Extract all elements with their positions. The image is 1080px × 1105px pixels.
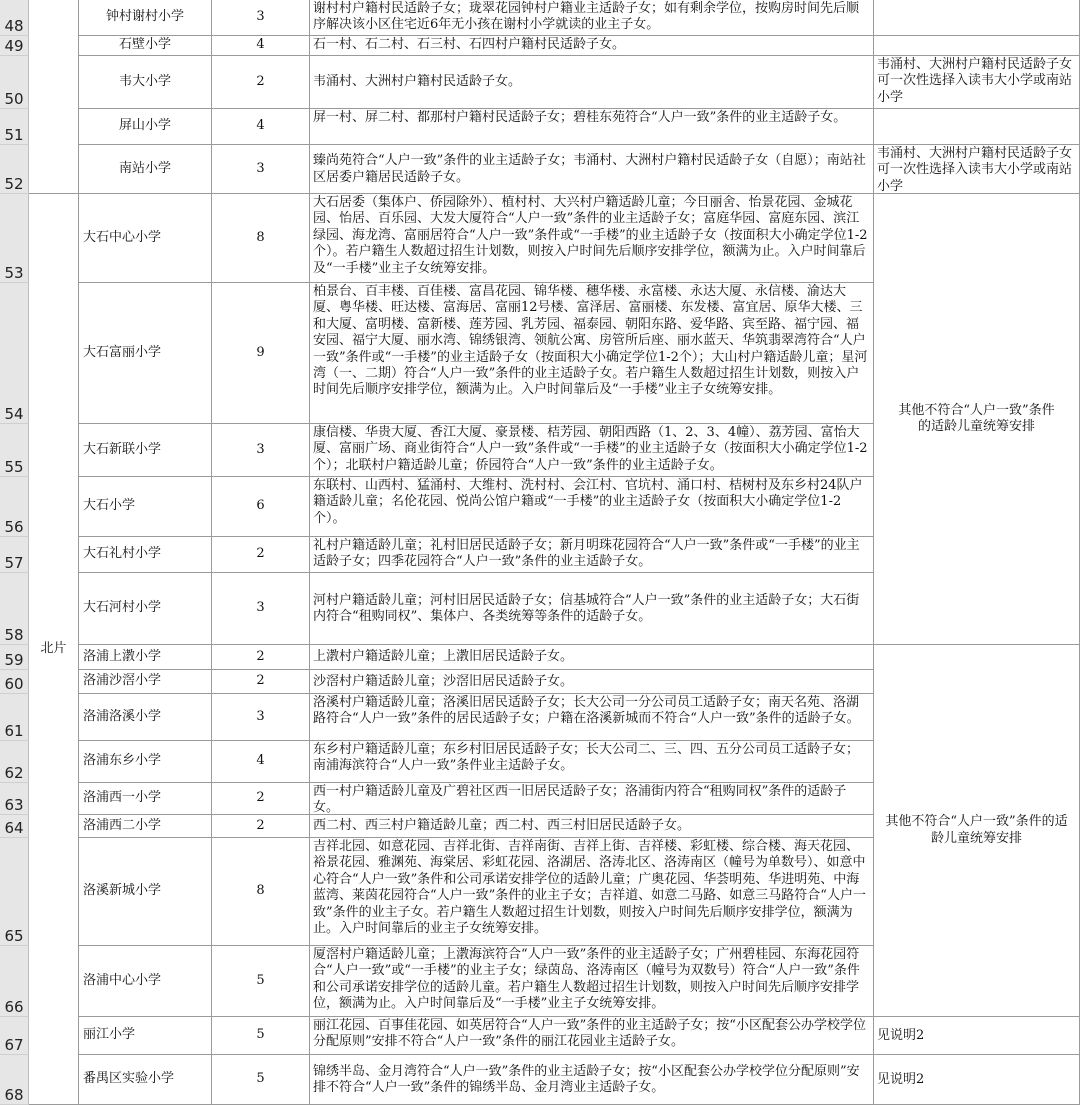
enrollment-area: 吉祥北园、如意花园、吉祥北街、吉祥南街、吉祥上街、吉祥楼、彩虹楼、综合楼、海天花园、裕景花园、雅渊苑、海棠居、彩虹花园、洛湖居、洛涛北区、洛涛南区（幢号为单数号）、如意中心符合“人户一致”条件和公司承诺安排学位的适龄儿童；广奥花园、华荟明苑、华进明苑、中海蓝湾、莱茵花园符合“人户一致”条件的业主子女；吉祥道、如意二马路、如意三马路符合“人户一致”条件的业主子女。若户籍生人数超过招生计划数，则按入户时间先后顺序安排学位，额满为止。入户时间靠后的业主子女统筹安排。: [310, 838, 874, 946]
remark: [874, 0, 1080, 36]
class-count: 4: [212, 741, 310, 783]
class-count: 5: [212, 1055, 310, 1105]
school-name: 洛溪新城小学: [79, 838, 212, 946]
school-name: 大石小学: [79, 477, 212, 537]
class-count: 3: [212, 145, 310, 194]
row-number[interactable]: 54: [0, 283, 29, 424]
enrollment-area: 东联村、山西村、猛涌村、大维村、洗村村、会江村、官坑村、涌口村、桔树村及东乡村24队户籍适龄儿童；名伦花园、悦尚公馆户籍或“一手楼”的业主适龄子女（按面积大小确定学位1-2个）。: [310, 477, 874, 537]
enrollment-area: 洛溪村户籍适龄儿童；洛溪旧居民适龄子女；长大公司一分公司员工适龄子女；南天名苑、洛湖路符合“人户一致”条件的居民适龄子女；户籍在洛溪新城而不符合“人户一致”条件的适龄子女。: [310, 694, 874, 741]
row-number[interactable]: 65: [0, 838, 29, 946]
class-count: 2: [212, 783, 310, 815]
row-number[interactable]: 57: [0, 537, 29, 573]
remark: 韦涌村、大洲村户籍村民适龄子女可一次性选择入读韦大小学或南站小学: [874, 145, 1080, 194]
class-count: 2: [212, 670, 310, 694]
remark: 见说明2: [874, 1017, 1080, 1055]
row-number[interactable]: 64: [0, 815, 29, 838]
row-number[interactable]: 61: [0, 694, 29, 741]
row-number[interactable]: 62: [0, 741, 29, 783]
row-number[interactable]: 55: [0, 424, 29, 477]
enrollment-area: 大石居委（集体户、侨园除外）、植村村、大兴村户籍适龄儿童；今日丽舍、怡景花园、金城花园、怡居、百乐园、大发大厦符合“人户一致”条件的业主适龄子女；富庭华园、富庭东园、滨江绿园、海龙湾、富丽居符合“人户一致”条件或“一手楼”的业主适龄子女（按面积大小确定学位1-2个）。若户籍生人数超过招生计划数，则按入户时间先后顺序安排学位，额满为止。入户时间靠后及“一手楼”业主子女统筹安排。: [310, 194, 874, 283]
school-name: 屏山小学: [79, 109, 212, 145]
school-name: 韦大小学: [79, 56, 212, 109]
remark: [874, 109, 1080, 145]
class-count: 3: [212, 573, 310, 645]
school-name: 番禺区实验小学: [79, 1055, 212, 1105]
district-north: 北片: [29, 194, 79, 1105]
enrollment-area: 沙滘村户籍适龄儿童；沙滘旧居民适龄子女。: [310, 670, 874, 694]
class-count: 6: [212, 477, 310, 537]
enrollment-area: 谢村村户籍村民适龄子女；珑翠花园钟村户籍业主适龄子女；如有剩余学位，按购房时间先后顺序解决该小区住宅近6年无小孩在谢村小学就读的业主子女。: [310, 0, 874, 36]
row-number[interactable]: 59: [0, 645, 29, 670]
enrollment-area: 河村户籍适龄儿童；河村旧居民适龄子女；信基城符合“人户一致”条件的业主适龄子女；大石街内符合“租购同权”、集体户、各类统筹等条件的适龄子女。: [310, 573, 874, 645]
school-name: 洛浦中心小学: [79, 946, 212, 1017]
enrollment-area: 臻尚苑符合“人户一致”条件的业主适龄子女；韦涌村、大洲村户籍村民适龄子女（自愿）；南站社区居委户籍居民适龄子女。: [310, 145, 874, 194]
class-count: 3: [212, 0, 310, 36]
row-number[interactable]: 51: [0, 109, 29, 145]
row-number[interactable]: 63: [0, 783, 29, 815]
class-count: 2: [212, 537, 310, 573]
school-name: 洛浦东乡小学: [79, 741, 212, 783]
class-count: 5: [212, 946, 310, 1017]
enrollment-area: 西一村户籍适龄儿童及广碧社区西一旧居民适龄子女；洛浦街内符合“租购同权”条件的适龄子女。: [310, 783, 874, 815]
class-count: 3: [212, 424, 310, 477]
enrollment-area: 东乡村户籍适龄儿童；东乡村旧居民适龄子女；长大公司二、三、四、五分公司员工适龄子女；南浦海滨符合“人户一致”条件业主适龄子女。: [310, 741, 874, 783]
class-count: 2: [212, 645, 310, 670]
enrollment-area: 韦涌村、大洲村户籍村民适龄子女。: [310, 56, 874, 109]
enrollment-area: 厦滘村户籍适龄儿童；上漖海滨符合“人户一致”条件的业主适龄子女；广州碧桂园、东海花园符合“人户一致”或“一手楼”的业主子女；绿茵岛、洛涛南区（幢号为双数号）符合“人户一致”条件和公司承诺安排学位的适龄儿童。若户籍生人数超过招生计划数，则按入户时间先后顺序安排学位，额满为止。入户时间靠后及“一手楼”业主子女统筹安排。: [310, 946, 874, 1017]
row-number[interactable]: 50: [0, 56, 29, 109]
row-number[interactable]: 48: [0, 0, 29, 36]
school-name: 南站小学: [79, 145, 212, 194]
class-count: 9: [212, 283, 310, 424]
school-name: 洛浦西一小学: [79, 783, 212, 815]
class-count: 8: [212, 838, 310, 946]
school-name: 洛浦西二小学: [79, 815, 212, 838]
remark-luopu-merged: 其他不符合“人户一致”条件的适龄儿童统筹安排: [874, 645, 1080, 1017]
school-name: 钟村谢村小学: [79, 0, 212, 36]
school-name: 大石富丽小学: [79, 283, 212, 424]
row-number[interactable]: 53: [0, 194, 29, 283]
school-name: 大石新联小学: [79, 424, 212, 477]
class-count: 2: [212, 56, 310, 109]
enrollment-area: 屏一村、屏二村、都那村户籍村民适龄子女；碧桂东苑符合“人户一致”条件的业主适龄子女。: [310, 109, 874, 145]
class-count: 4: [212, 36, 310, 56]
school-name: 大石河村小学: [79, 573, 212, 645]
enrollment-area: 柏景台、百丰楼、百佳楼、富昌花园、锦华楼、穗华楼、永富楼、永达大厦、永信楼、渝达大厦、粤华楼、旺达楼、富海居、富丽12号楼、富泽居、富丽楼、东发楼、富宜居、原华大楼、三和大厦、富明楼、富新楼、莲芳园、乳芳园、福泰园、朝阳东路、爱华路、宾至路、福宁园、福安园、福宁大厦、丽水湾、锦绣银湾、领航公寓、房管所后座、丽水蓝天、华筑翡翠湾符合“人户一致”条件或“一手楼”的业主适龄子女（按面积大小确定学位1-2个）；大山村户籍适龄儿童；星河湾（一、二期）符合“人户一致”条件的业主适龄子女。若户籍生人数超过招生计划数，则按入户时间先后顺序安排学位，额满为止。入户时间靠后及“一手楼”业主子女统筹安排。: [310, 283, 874, 424]
enrollment-area: 康信楼、华贵大厦、香江大厦、豪景楼、桔芳园、朝阳西路（1、2、3、4幢）、荔芳园、富怡大厦、富丽广场、商业街符合“人户一致”条件或“一手楼”的业主适龄子女（按面积大小确定学位1-2个）；北联村户籍适龄儿童；侨园符合“人户一致”条件的业主适龄子女。: [310, 424, 874, 477]
class-count: 4: [212, 109, 310, 145]
school-name: 大石中心小学: [79, 194, 212, 283]
enrollment-area: 石一村、石二村、石三村、石四村户籍村民适龄子女。: [310, 36, 874, 56]
row-number[interactable]: 56: [0, 477, 29, 537]
class-count: 3: [212, 694, 310, 741]
class-count: 5: [212, 1017, 310, 1055]
school-name: 洛浦洛溪小学: [79, 694, 212, 741]
school-name: 石壁小学: [79, 36, 212, 56]
remark: 见说明2: [874, 1055, 1080, 1105]
row-number[interactable]: 68: [0, 1055, 29, 1105]
row-number[interactable]: 66: [0, 946, 29, 1017]
row-number[interactable]: 49: [0, 36, 29, 56]
district-cell: [29, 0, 79, 194]
enrollment-area: 西二村、西三村户籍适龄儿童；西二村、西三村旧居民适龄子女。: [310, 815, 874, 838]
row-number[interactable]: 58: [0, 573, 29, 645]
enrollment-area: 上漖村户籍适龄儿童；上漖旧居民适龄子女。: [310, 645, 874, 670]
remark: [874, 36, 1080, 56]
row-number[interactable]: 60: [0, 670, 29, 694]
row-number[interactable]: 67: [0, 1017, 29, 1055]
row-number[interactable]: 52: [0, 145, 29, 194]
school-name: 大石礼村小学: [79, 537, 212, 573]
school-name: 洛浦沙滘小学: [79, 670, 212, 694]
class-count: 8: [212, 194, 310, 283]
remark-dashi-merged: 其他不符合“人户一致”条件的适龄儿童统筹安排: [874, 194, 1080, 645]
remark: 韦涌村、大洲村户籍村民适龄子女可一次性选择入读韦大小学或南站小学: [874, 56, 1080, 109]
school-name: 丽江小学: [79, 1017, 212, 1055]
enrollment-area: 礼村户籍适龄儿童；礼村旧居民适龄子女；新月明珠花园符合“人户一致”条件或“一手楼”的业主适龄子女；四季花园符合“人户一致”条件的业主适龄子女。: [310, 537, 874, 573]
enrollment-area: 锦绣半岛、金月湾符合“人户一致”条件的业主适龄子女；按“小区配套公办学校学位分配原则”安排不符合“人户一致”条件的锦绣半岛、金月湾业主适龄子女。: [310, 1055, 874, 1105]
class-count: 2: [212, 815, 310, 838]
enrollment-area: 丽江花园、百事佳花园、如英居符合“人户一致”条件的业主适龄子女；按“小区配套公办学校学位分配原则”安排不符合“人户一致”条件的丽江花园业主适龄子女。: [310, 1017, 874, 1055]
school-name: 洛浦上漖小学: [79, 645, 212, 670]
